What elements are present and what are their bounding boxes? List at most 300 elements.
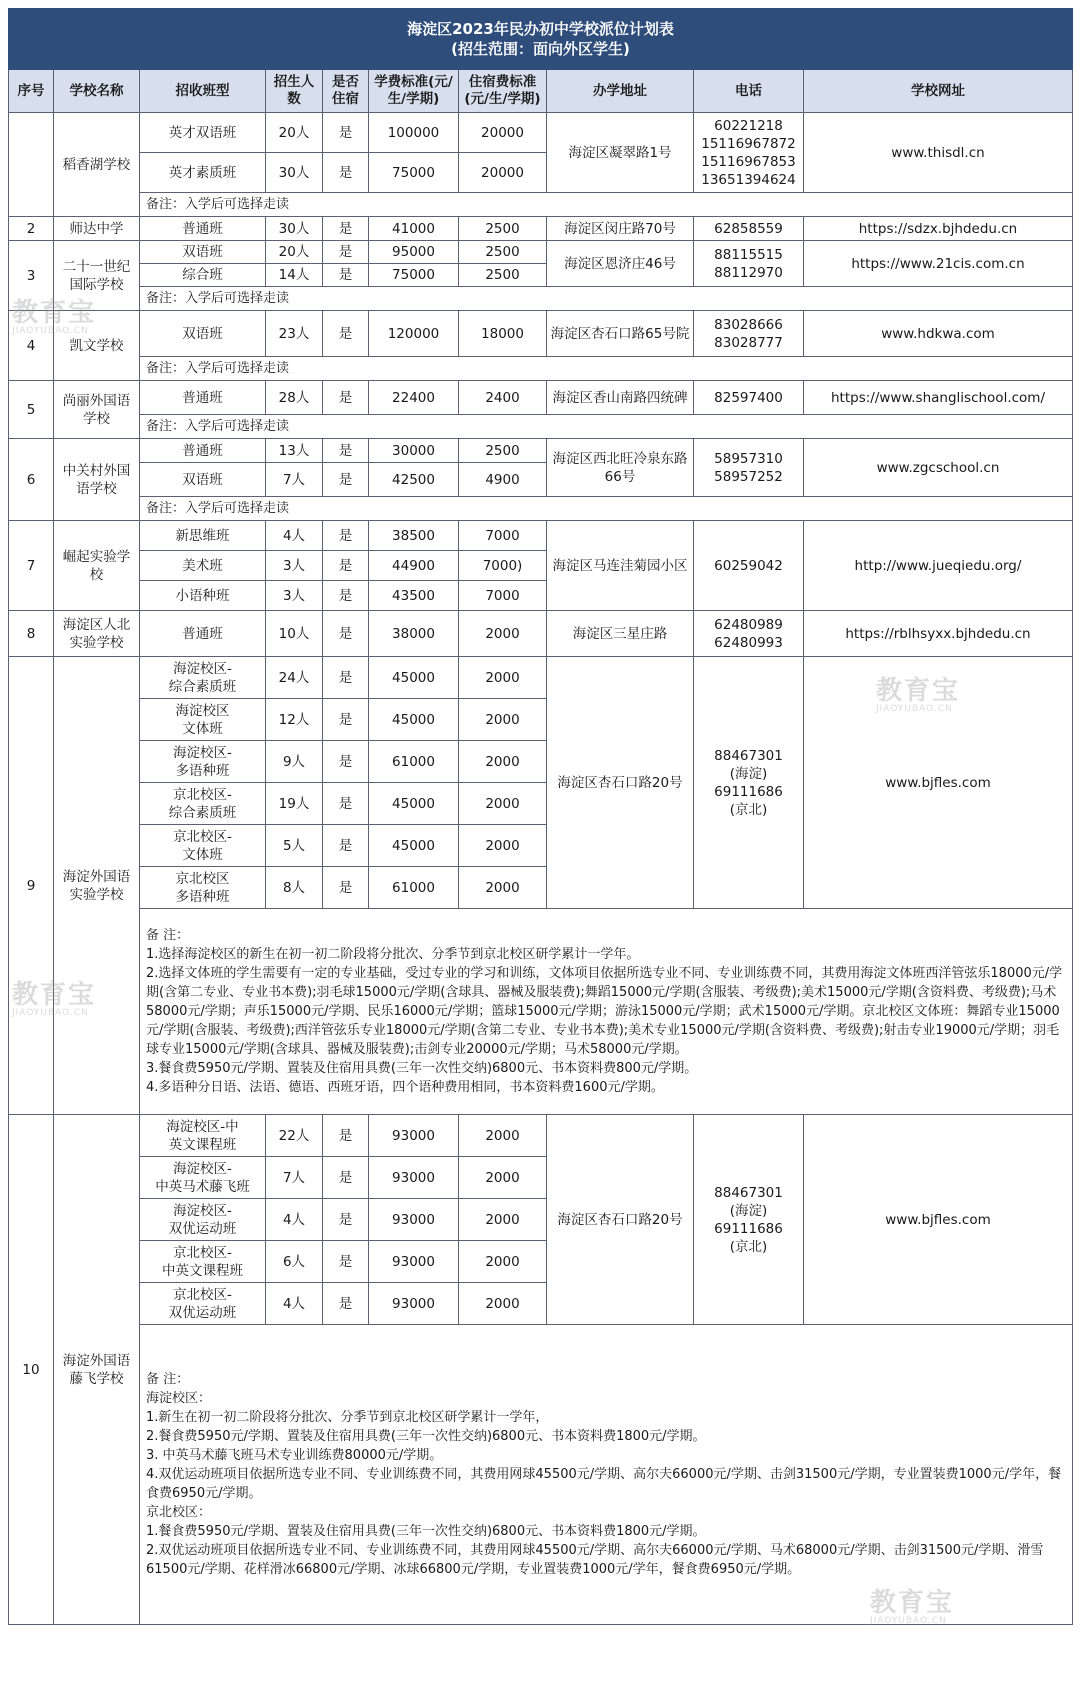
note-line: 备注：入学后可选择走读: [146, 361, 290, 376]
cell-class-type-line: 英才双语班: [168, 124, 237, 141]
cell-phone-line: 82597400: [714, 389, 783, 406]
note-row: [9, 193, 1073, 217]
cell-class-type: [140, 825, 266, 867]
cell-phone-line: 62480989: [714, 616, 783, 633]
cell-phone: [694, 657, 804, 909]
cell-boarding: 是: [323, 264, 369, 287]
cell-class-type-line: 新思维班: [175, 527, 230, 544]
cell-phone-line: 69111686: [714, 1220, 783, 1237]
cell-no: 8: [9, 611, 54, 657]
cell-lodging: 2000: [459, 1283, 547, 1325]
cell-class-type: [140, 264, 266, 287]
cell-class-type-line: 海淀校区-: [173, 1160, 232, 1177]
cell-address: 海淀区杏石口路20号: [547, 1115, 694, 1325]
cell-website-link[interactable]: [804, 439, 1073, 497]
cell-website-line: https://sdzx.bjhdedu.cn: [858, 220, 1018, 237]
cell-boarding: 是: [323, 551, 369, 581]
note-line: 备注：入学后可选择走读: [146, 419, 290, 434]
cell-tuition: 75000: [369, 264, 459, 287]
header-row: [9, 70, 1073, 113]
table-row: [9, 439, 1073, 463]
table-row: [9, 521, 1073, 551]
cell-tuition: 45000: [369, 825, 459, 867]
cell-tuition: 41000: [369, 217, 459, 241]
cell-boarding: 是: [323, 153, 369, 193]
cell-school-name: 稻香湖学校: [54, 113, 140, 217]
cell-phone: [694, 381, 804, 415]
cell-enroll: 19人: [266, 783, 323, 825]
cell-enroll: 13人: [266, 439, 323, 463]
cell-enroll: 12人: [266, 699, 323, 741]
header-class-type: 招收班型: [140, 70, 266, 113]
cell-tuition: 38000: [369, 611, 459, 657]
cell-lodging: 2000: [459, 657, 547, 699]
cell-tuition: 93000: [369, 1241, 459, 1283]
cell-lodging: 2400: [459, 381, 547, 415]
watermark-sub: JIAOYUBAO.CN: [12, 326, 89, 336]
note-line: 备 注：: [146, 1372, 190, 1387]
cell-address: 海淀区香山南路四统碑: [547, 381, 694, 415]
cell-phone-line: 62858559: [714, 220, 783, 237]
cell-class-type: [140, 521, 266, 551]
cell-tuition: 30000: [369, 439, 459, 463]
cell-tuition: 44900: [369, 551, 459, 581]
header-website: 学校网址: [804, 70, 1073, 113]
cell-school-name: 中关村外国语学校: [54, 439, 140, 521]
header-boarding: 是否住宿: [323, 70, 369, 113]
cell-school-name: 崛起实验学校: [54, 521, 140, 611]
cell-lodging: 7000): [459, 551, 547, 581]
cell-class-type: [140, 1115, 266, 1157]
cell-school-name: 师达中学: [54, 217, 140, 241]
cell-enroll: 7人: [266, 1157, 323, 1199]
cell-website-line: www.thisdl.cn: [891, 144, 985, 161]
cell-lodging: 7000: [459, 521, 547, 551]
cell-lodging: 2500: [459, 264, 547, 287]
cell-enroll: 7人: [266, 463, 323, 497]
note-line: 1.选择海淀校区的新生在初一初二阶段将分批次、分季节到京北校区研学累计一学年。: [146, 947, 640, 962]
table-row: [9, 113, 1073, 153]
cell-class-type: [140, 783, 266, 825]
cell-class-type: [140, 439, 266, 463]
watermark-sub: JIAOYUBAO.CN: [870, 1616, 947, 1626]
cell-lodging: 2500: [459, 241, 547, 264]
cell-lodging: 2000: [459, 611, 547, 657]
cell-lodging: 2000: [459, 867, 547, 909]
cell-lodging: 2000: [459, 1241, 547, 1283]
cell-note: [140, 193, 1073, 217]
cell-phone-line: 83028666: [714, 316, 783, 333]
note-line: 1.餐食费5950元/学期、置装及住宿用具费(三年一次性交纳)6800元、书本资料费1800元/学期。: [146, 1524, 706, 1539]
plan-table: [8, 8, 1073, 1625]
cell-website-link[interactable]: [804, 113, 1073, 193]
cell-class-type-line: 双语班: [182, 471, 223, 488]
cell-class-type: [140, 867, 266, 909]
cell-phone-line: 60221218: [714, 117, 783, 134]
cell-address: 海淀区马连洼菊园小区: [547, 521, 694, 611]
cell-enroll: 4人: [266, 521, 323, 551]
cell-enroll: 9人: [266, 741, 323, 783]
cell-address: 海淀区杏石口路65号院: [547, 311, 694, 357]
cell-class-type: [140, 741, 266, 783]
cell-enroll: 4人: [266, 1199, 323, 1241]
cell-class-type: [140, 581, 266, 611]
cell-address: 海淀区闵庄路70号: [547, 217, 694, 241]
table-row: [9, 611, 1073, 657]
note-line: 备 注：: [146, 928, 190, 943]
cell-website-line: https://www.shanglischool.com/: [830, 389, 1045, 406]
cell-boarding: 是: [323, 381, 369, 415]
cell-no: 5: [9, 381, 54, 439]
cell-tuition: 45000: [369, 657, 459, 699]
cell-phone-line: 13651394624: [701, 171, 796, 188]
cell-enroll: 20人: [266, 241, 323, 264]
note-line: 4.双优运动班项目依据所选专业不同、专业训练费不同，其费用网球45500元/学期、高尔夫66000元/学期、击剑31500元/学期，专业置装费1000元/学年，餐食费6950元/学期。: [146, 1467, 1062, 1501]
cell-boarding: 是: [323, 241, 369, 264]
cell-note: [140, 909, 1073, 1115]
cell-class-type-line: 普通班: [182, 442, 223, 459]
cell-class-type-line: 京北校区-: [173, 1244, 232, 1261]
cell-address: 海淀区西北旺冷泉东路66号: [547, 439, 694, 497]
cell-class-type: [140, 311, 266, 357]
cell-enroll: 22人: [266, 1115, 323, 1157]
cell-tuition: 61000: [369, 867, 459, 909]
cell-note: [140, 357, 1073, 381]
cell-enroll: 10人: [266, 611, 323, 657]
cell-class-type-line: 文体班: [182, 846, 223, 863]
cell-boarding: 是: [323, 439, 369, 463]
cell-tuition: 95000: [369, 241, 459, 264]
note-row: [9, 415, 1073, 439]
cell-phone-line: 15116967872: [701, 135, 796, 152]
cell-website-line: www.bjfles.com: [885, 1211, 991, 1228]
cell-lodging: 20000: [459, 113, 547, 153]
cell-tuition: 93000: [369, 1199, 459, 1241]
cell-boarding: 是: [323, 311, 369, 357]
cell-class-type: [140, 699, 266, 741]
header-enroll: 招生人数: [266, 70, 323, 113]
cell-class-type-line: 小语种班: [175, 587, 230, 604]
cell-lodging: 2000: [459, 783, 547, 825]
watermark-logo: 教育宝 JIAOYUBAO.CN: [876, 676, 961, 714]
cell-tuition: 38500: [369, 521, 459, 551]
note-line: 2.双优运动班项目依据所选专业不同、专业训练费不同，其费用网球45500元/学期、高尔夫66000元/学期、马术68000元/学期、击剑31500元/学期、滑雪61500元/学期、花样滑冰66800元/学期、冰球66800元/学期，专业置装费1000元/学年，餐食费6950元/学期。: [146, 1543, 1044, 1577]
cell-class-type-line: 普通班: [182, 220, 223, 237]
cell-website-link[interactable]: [804, 657, 1073, 909]
cell-note: [140, 1325, 1073, 1625]
cell-address: 海淀区三星庄路: [547, 611, 694, 657]
cell-class-type-line: 普通班: [182, 389, 223, 406]
cell-lodging: 2500: [459, 217, 547, 241]
title-line2: (招生范围：面向外区学生): [451, 40, 630, 58]
cell-boarding: 是: [323, 113, 369, 153]
cell-class-type-line: 英才素质班: [168, 164, 237, 181]
cell-class-type-line: 中英马术藤飞班: [155, 1178, 250, 1195]
cell-class-type-line: 海淀校区: [175, 702, 230, 719]
cell-phone: [694, 217, 804, 241]
cell-enroll: 5人: [266, 825, 323, 867]
header-address: 办学地址: [547, 70, 694, 113]
cell-address: 海淀区杏石口路20号: [547, 657, 694, 909]
cell-phone: [694, 439, 804, 497]
cell-tuition: 93000: [369, 1283, 459, 1325]
table-row: [9, 217, 1073, 241]
cell-class-type-line: 京北校区-: [173, 786, 232, 803]
note-line: 海淀校区：: [146, 1391, 212, 1406]
cell-note: [140, 287, 1073, 311]
table-body: [9, 113, 1073, 1625]
cell-school-name: 二十一世纪国际学校: [54, 241, 140, 311]
cell-class-type-line: 多语种班: [175, 888, 230, 905]
cell-tuition: 93000: [369, 1157, 459, 1199]
header-tuition: 学费标准(元/生/学期): [369, 70, 459, 113]
cell-class-type: [140, 1241, 266, 1283]
cell-no: 10: [9, 1115, 54, 1625]
cell-no: 6: [9, 439, 54, 521]
cell-phone-line: 60259042: [714, 557, 783, 574]
cell-class-type: [140, 463, 266, 497]
cell-phone-line: 58957252: [714, 468, 783, 485]
cell-lodging: 7000: [459, 581, 547, 611]
cell-lodging: 20000: [459, 153, 547, 193]
cell-class-type-line: 京北校区: [175, 870, 230, 887]
note-line: 备注：入学后可选择走读: [146, 291, 290, 306]
cell-enroll: 24人: [266, 657, 323, 699]
cell-phone-line: 15116967853: [701, 153, 796, 170]
cell-no: 7: [9, 521, 54, 611]
cell-phone-line: 83028777: [714, 334, 783, 351]
cell-tuition: 93000: [369, 1115, 459, 1157]
cell-tuition: 43500: [369, 581, 459, 611]
cell-website-link[interactable]: [804, 241, 1073, 287]
cell-lodging: 2000: [459, 1157, 547, 1199]
cell-boarding: 是: [323, 1115, 369, 1157]
cell-no: 3: [9, 241, 54, 311]
cell-tuition: 75000: [369, 153, 459, 193]
header-no: 序号: [9, 70, 54, 113]
cell-no: 9: [9, 657, 54, 1115]
cell-website-line: www.zgcschool.cn: [876, 459, 1000, 476]
header-lodging: 住宿费标准(元/生/学期): [459, 70, 547, 113]
cell-website-link[interactable]: [804, 311, 1073, 357]
cell-class-type: [140, 113, 266, 153]
cell-class-type: [140, 381, 266, 415]
cell-enroll: 8人: [266, 867, 323, 909]
note-line: 4.多语种分日语、法语、德语、西班牙语，四个语种费用相同，书本资料费1600元/学期。: [146, 1080, 664, 1095]
cell-note: [140, 497, 1073, 521]
cell-lodging: 2500: [459, 439, 547, 463]
cell-tuition: 61000: [369, 741, 459, 783]
cell-enroll: 3人: [266, 551, 323, 581]
cell-tuition: 22400: [369, 381, 459, 415]
cell-class-type-line: 双优运动班: [168, 1304, 237, 1321]
cell-phone-line: 88467301: [714, 747, 783, 764]
cell-website-link[interactable]: [804, 381, 1073, 415]
cell-enroll: 3人: [266, 581, 323, 611]
cell-boarding: 是: [323, 521, 369, 551]
cell-class-type-line: 京北校区-: [173, 1286, 232, 1303]
cell-boarding: 是: [323, 1199, 369, 1241]
note-line: 2.选择文体班的学生需要有一定的专业基础，受过专业的学习和训练，文体项目依据所选专业不同、专业训练费不同，其费用海淀文体班西洋管弦乐18000元/学期(含第二专业、专业书本费);羽毛球15000元/学期(含球具、器械及服装费);舞蹈15000元/学期(含服装、考级费);美术15000元/学期(含资料费、考级费);马术58000元/学期；声乐15000元/学期、民乐16000元/学期；篮球15000元/学期；游泳15000元/学期；武术15000元/学期。京北校区文体班：舞蹈专业15000元/学期(含服装、考级费);西洋管弦乐专业18000元/学期(含第二专业、专业书本费);美术专业15000元/学期(含资料费、考级费);射击专业19000元/学期；羽毛球专业15000元/学期(含球具、器械及服装费);击剑专业20000元/学期；马术58000元/学期。: [146, 966, 1063, 1057]
cell-class-type-line: 双语班: [182, 244, 223, 260]
header-school: 学校名称: [54, 70, 140, 113]
cell-website-line: https://www.21cis.com.cn: [851, 255, 1025, 272]
note-row: [9, 497, 1073, 521]
cell-phone-line: 88467301: [714, 1184, 783, 1201]
note-row: [9, 1325, 1073, 1625]
cell-class-type-line: 综合班: [182, 267, 223, 283]
cell-website-line: www.hdkwa.com: [881, 325, 995, 342]
cell-lodging: 18000: [459, 311, 547, 357]
cell-enroll: 28人: [266, 381, 323, 415]
cell-no: 2: [9, 217, 54, 241]
cell-website-link[interactable]: [804, 521, 1073, 611]
cell-boarding: 是: [323, 867, 369, 909]
cell-class-type-line: 美术班: [182, 557, 223, 574]
cell-address: 海淀区凝翠路1号: [547, 113, 694, 193]
cell-lodging: 2000: [459, 741, 547, 783]
cell-class-type-line: 普通班: [182, 625, 223, 642]
cell-boarding: 是: [323, 217, 369, 241]
cell-enroll: 6人: [266, 1241, 323, 1283]
cell-phone: [694, 311, 804, 357]
cell-school-name: 海淀区人北实验学校: [54, 611, 140, 657]
cell-lodging: 4900: [459, 463, 547, 497]
cell-class-type: [140, 1157, 266, 1199]
cell-phone: [694, 241, 804, 287]
cell-class-type-line: 双优运动班: [168, 1220, 237, 1237]
cell-class-type-line: 中英文课程班: [162, 1262, 243, 1279]
cell-tuition: 45000: [369, 783, 459, 825]
cell-class-type: [140, 611, 266, 657]
cell-school-name: 尚丽外国语学校: [54, 381, 140, 439]
title-line1: 海淀区2023年民办初中学校派位计划表: [407, 20, 674, 38]
cell-phone-line: 62480993: [714, 634, 783, 651]
note-line: 1.新生在初一初二阶段将分批次、分季节到京北校区研学累计一学年，: [146, 1410, 549, 1425]
cell-class-type-line: 英文课程班: [168, 1136, 237, 1153]
cell-phone: [694, 611, 804, 657]
cell-class-type: [140, 657, 266, 699]
table-row: [9, 657, 1073, 699]
note-row: [9, 909, 1073, 1115]
cell-class-type-line: 海淀校区-: [173, 1202, 232, 1219]
watermark-sub: JIAOYUBAO.CN: [876, 704, 953, 714]
cell-class-type: [140, 153, 266, 193]
cell-class-type-line: 海淀校区-: [173, 660, 232, 677]
cell-boarding: 是: [323, 741, 369, 783]
table-row: [9, 1115, 1073, 1157]
watermark-logo: 教育宝 JIAOYUBAO.CN: [870, 1588, 955, 1626]
cell-class-type-line: 多语种班: [175, 762, 230, 779]
note-line: 备注：入学后可选择走读: [146, 197, 290, 212]
note-row: [9, 357, 1073, 381]
cell-class-type: [140, 217, 266, 241]
cell-boarding: 是: [323, 581, 369, 611]
cell-enroll: 30人: [266, 217, 323, 241]
cell-phone-line: 88115515: [714, 246, 783, 263]
cell-phone-line: 58957310: [714, 450, 783, 467]
note-line: 2.餐食费5950元/学期、置装及住宿用具费(三年一次性交纳)6800元、书本资料费1800元/学期。: [146, 1429, 706, 1444]
cell-school-name: 凯文学校: [54, 311, 140, 381]
cell-class-type-line: 综合素质班: [168, 804, 237, 821]
cell-phone: [694, 1115, 804, 1325]
cell-boarding: 是: [323, 1157, 369, 1199]
cell-phone-line: (京北): [729, 1238, 768, 1255]
cell-no: 4: [9, 311, 54, 381]
cell-class-type-line: 文体班: [182, 720, 223, 737]
plan-table-sheet: [8, 8, 1072, 1625]
cell-boarding: 是: [323, 1283, 369, 1325]
cell-boarding: 是: [323, 825, 369, 867]
cell-phone-line: (海淀): [729, 765, 768, 782]
watermark-logo: 教育宝 JIAOYUBAO.CN: [12, 980, 97, 1018]
cell-tuition: 45000: [369, 699, 459, 741]
table-row: [9, 381, 1073, 415]
cell-class-type-line: 海淀校区-中: [166, 1118, 239, 1135]
cell-class-type-line: 京北校区-: [173, 828, 232, 845]
cell-lodging: 2000: [459, 1115, 547, 1157]
cell-tuition: 42500: [369, 463, 459, 497]
cell-class-type-line: 双语班: [182, 325, 223, 342]
cell-lodging: 2000: [459, 825, 547, 867]
cell-boarding: 是: [323, 783, 369, 825]
note-line: 京北校区：: [146, 1505, 212, 1520]
cell-class-type: [140, 241, 266, 264]
cell-school-name: 海淀外国语实验学校: [54, 657, 140, 1115]
cell-website-link[interactable]: [804, 217, 1073, 241]
cell-note: [140, 415, 1073, 439]
cell-class-type: [140, 551, 266, 581]
header-phone: 电话: [694, 70, 804, 113]
cell-enroll: 14人: [266, 264, 323, 287]
cell-website-line: http://www.jueqiedu.org/: [854, 557, 1022, 574]
cell-enroll: 4人: [266, 1283, 323, 1325]
cell-boarding: 是: [323, 1241, 369, 1283]
cell-address: 海淀区恩济庄46号: [547, 241, 694, 287]
table-row: [9, 311, 1073, 357]
cell-phone-line: 69111686: [714, 783, 783, 800]
cell-class-type-line: 综合素质班: [168, 678, 237, 695]
cell-website-link[interactable]: [804, 611, 1073, 657]
table-title: [9, 9, 1073, 70]
cell-enroll: 20人: [266, 113, 323, 153]
cell-tuition: 120000: [369, 311, 459, 357]
cell-tuition: 100000: [369, 113, 459, 153]
cell-class-type-line: 海淀校区-: [173, 744, 232, 761]
cell-lodging: 2000: [459, 1199, 547, 1241]
note-line: 备注：入学后可选择走读: [146, 501, 290, 516]
cell-phone: [694, 521, 804, 611]
cell-enroll: 23人: [266, 311, 323, 357]
cell-website-line: www.bjfles.com: [885, 774, 991, 791]
watermark-sub: JIAOYUBAO.CN: [12, 1008, 89, 1018]
cell-enroll: 30人: [266, 153, 323, 193]
cell-website-line: https://rblhsyxx.bjhdedu.cn: [845, 625, 1031, 642]
note-line: 3. 中英马术藤飞班马术专业训练费80000元/学期。: [146, 1448, 443, 1463]
table-row: [9, 241, 1073, 264]
cell-lodging: 2000: [459, 699, 547, 741]
cell-phone-line: (京北): [729, 801, 768, 818]
cell-website-link[interactable]: [804, 1115, 1073, 1325]
note-line: 3.餐食费5950元/学期、置装及住宿用具费(三年一次性交纳)6800元、书本资料费800元/学期。: [146, 1061, 698, 1076]
cell-boarding: 是: [323, 699, 369, 741]
cell-school-name: 海淀外国语藤飞学校: [54, 1115, 140, 1625]
watermark-logo: 教育宝 JIAOYUBAO.CN: [12, 298, 97, 336]
cell-boarding: 是: [323, 657, 369, 699]
cell-boarding: 是: [323, 463, 369, 497]
cell-phone-line: 88112970: [714, 264, 783, 281]
cell-boarding: 是: [323, 611, 369, 657]
